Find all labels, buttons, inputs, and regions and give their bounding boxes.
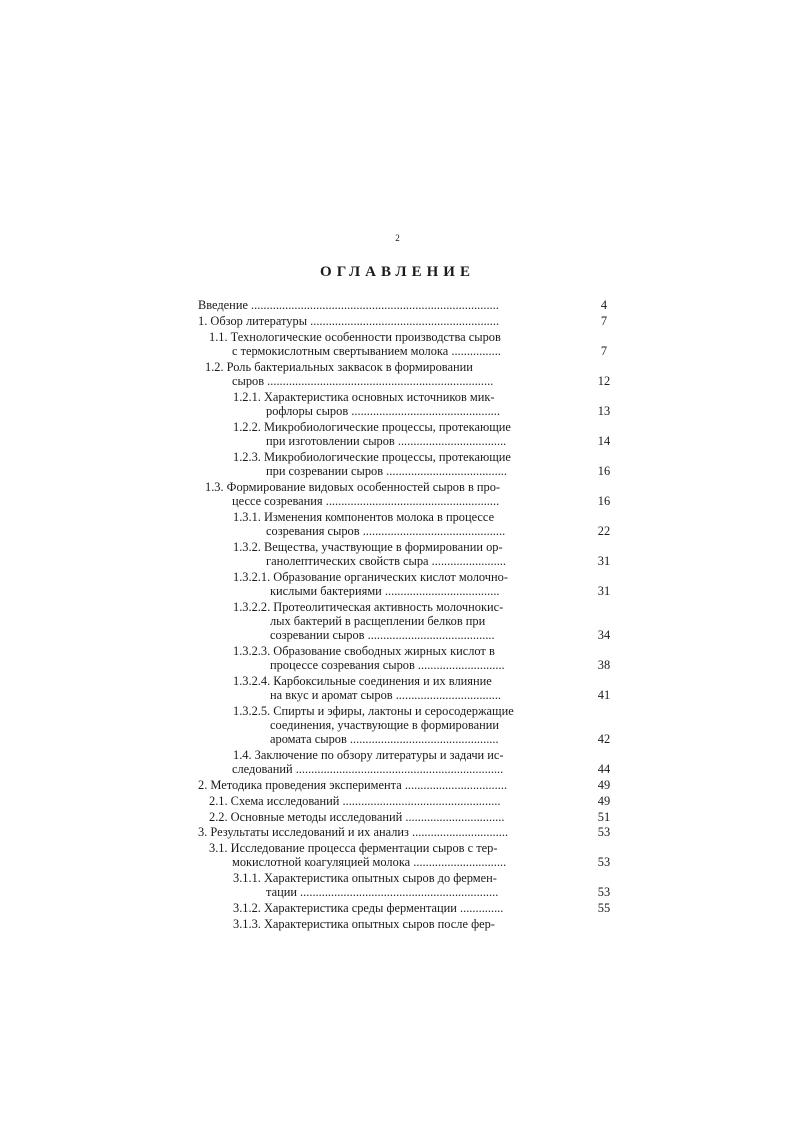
toc-entry-text: лых бактерий в расщеплении белков при — [270, 613, 486, 628]
toc-entry-text: 3.1.3. Характеристика опытных сыров после фер- — [233, 917, 495, 931]
toc-entry-text: цессе созревания ........................................................ — [232, 493, 500, 508]
toc-entry-text: 1.2.2. Микробиологические процессы, протекающие — [233, 419, 511, 434]
toc-entry-text: следований ................................................................... — [232, 762, 504, 777]
toc-page-number: 53 — [597, 855, 611, 870]
toc-page-number: 44 — [597, 762, 611, 777]
table-of-contents — [0, 298, 795, 938]
page-title: ОГЛАВЛЕНИЕ — [320, 264, 475, 280]
toc-entry-text: 1.3.2.1. Образование органических кислот молочно- — [233, 569, 508, 584]
toc-entry-text: 2. Методика проведения эксперимента ................................. — [198, 778, 508, 792]
toc-page-number: 53 — [597, 885, 611, 900]
toc-entry-text: 1.4. Заключение по обзору литературы и задачи ис- — [233, 748, 504, 762]
toc-page-number: 12 — [597, 373, 611, 388]
toc-entry-text: аромата сыров ................................................ — [270, 732, 499, 747]
toc-page-number: 34 — [597, 627, 611, 642]
toc-entry-text: созревании сыров ......................................... — [270, 627, 495, 642]
toc-entry-text: 1. Обзор литературы ............................................................. — [198, 313, 500, 328]
toc-entry-text: Введение ................................................................................ — [198, 298, 499, 312]
toc-page-number: 42 — [597, 732, 611, 747]
toc-entry-text: при созревании сыров ....................................... — [266, 463, 507, 478]
toc-entry-text: 1.3.2.5. Спирты и эфиры, лактоны и серосодержащие — [233, 703, 514, 718]
toc-entry-text: мокислотной коагуляцией молока .............................. — [232, 855, 507, 870]
page-number: 2 — [395, 233, 400, 243]
toc-page-number: 22 — [597, 523, 611, 538]
toc-entry-text: 1.3.2.3. Образование свободных жирных кислот в — [233, 643, 495, 658]
toc-page-number: 7 — [600, 343, 608, 358]
toc-entry-text: 3.1. Исследование процесса ферментации сыров с тер- — [209, 841, 498, 856]
toc-entry-text: 2.1. Схема исследований ................................................... — [209, 793, 501, 808]
toc-page-number: 4 — [600, 298, 608, 312]
toc-entry-text: сыров ......................................................................... — [232, 373, 494, 388]
toc-page-number: 38 — [597, 657, 611, 672]
toc-entry-text: кислыми бактериями ..................................... — [270, 583, 500, 598]
toc-entry-text: 1.3.1. Изменения компонентов молока в процессе — [233, 509, 495, 524]
toc-entry-text: при изготовлении сыров ................................... — [266, 433, 507, 448]
toc-page-number: 14 — [597, 433, 611, 448]
toc-page-number: 53 — [597, 825, 611, 840]
toc-page-number: 51 — [597, 809, 611, 824]
toc-page-number: 49 — [597, 778, 611, 792]
toc-page-number: 31 — [597, 553, 611, 568]
toc-entry-text: соединения, участвующие в формировании — [270, 717, 500, 732]
toc-entry-text: 3. Результаты исследований и их анализ ............................... — [198, 825, 509, 840]
toc-entry-text: рофлоры сыров ................................................ — [266, 403, 500, 418]
toc-page-number: 16 — [597, 493, 611, 508]
toc-entry-text: 1.2.3. Микробиологические процессы, протекающие — [233, 449, 511, 464]
toc-page-number: 16 — [597, 463, 611, 478]
toc-page-number: 7 — [600, 313, 608, 328]
toc-entry-text: 2.2. Основные методы исследований ................................ — [209, 809, 505, 824]
toc-entry-text: с термокислотным свертыванием молока ................ — [232, 343, 501, 358]
toc-entry-text: созревания сыров .............................................. — [266, 523, 506, 538]
toc-entry-text: 3.1.2. Характеристика среды ферментации .............. — [233, 901, 504, 916]
toc-page-number: 31 — [597, 583, 611, 598]
toc-entry-text: ганолептических свойств сыра ........................ — [266, 553, 507, 568]
toc-entry-text: 1.3.2. Вещества, участвующие в формировании ор- — [233, 539, 503, 554]
toc-page-number: 55 — [597, 901, 611, 916]
toc-page-number: 41 — [597, 687, 611, 702]
toc-entry-text: 3.1.1. Характеристика опытных сыров до фермен- — [233, 871, 497, 886]
toc-entry-text: на вкус и аромат сыров .................................. — [270, 687, 502, 702]
toc-entry-text: тации ................................................................ — [266, 885, 499, 900]
toc-entry-text: 1.2.1. Характеристика основных источников мик- — [233, 389, 495, 404]
toc-entry-text: 1.3.2.2. Протеолитическая активность молочнокис- — [233, 599, 504, 614]
toc-entry-text: 1.2. Роль бактериальных заквасок в формировании — [205, 359, 473, 374]
toc-entry-text: 1.3.2.4. Карбоксильные соединения и их влияние — [233, 673, 492, 688]
toc-entry-text: 1.1. Технологические особенности производства сыров — [209, 329, 501, 344]
toc-entry-text: 1.3. Формирование видовых особенностей сыров в про- — [205, 479, 501, 494]
toc-page-number: 13 — [597, 403, 611, 418]
toc-page-number: 49 — [597, 793, 611, 808]
toc-entry-text: процессе созревания сыров ............................ — [270, 657, 505, 672]
